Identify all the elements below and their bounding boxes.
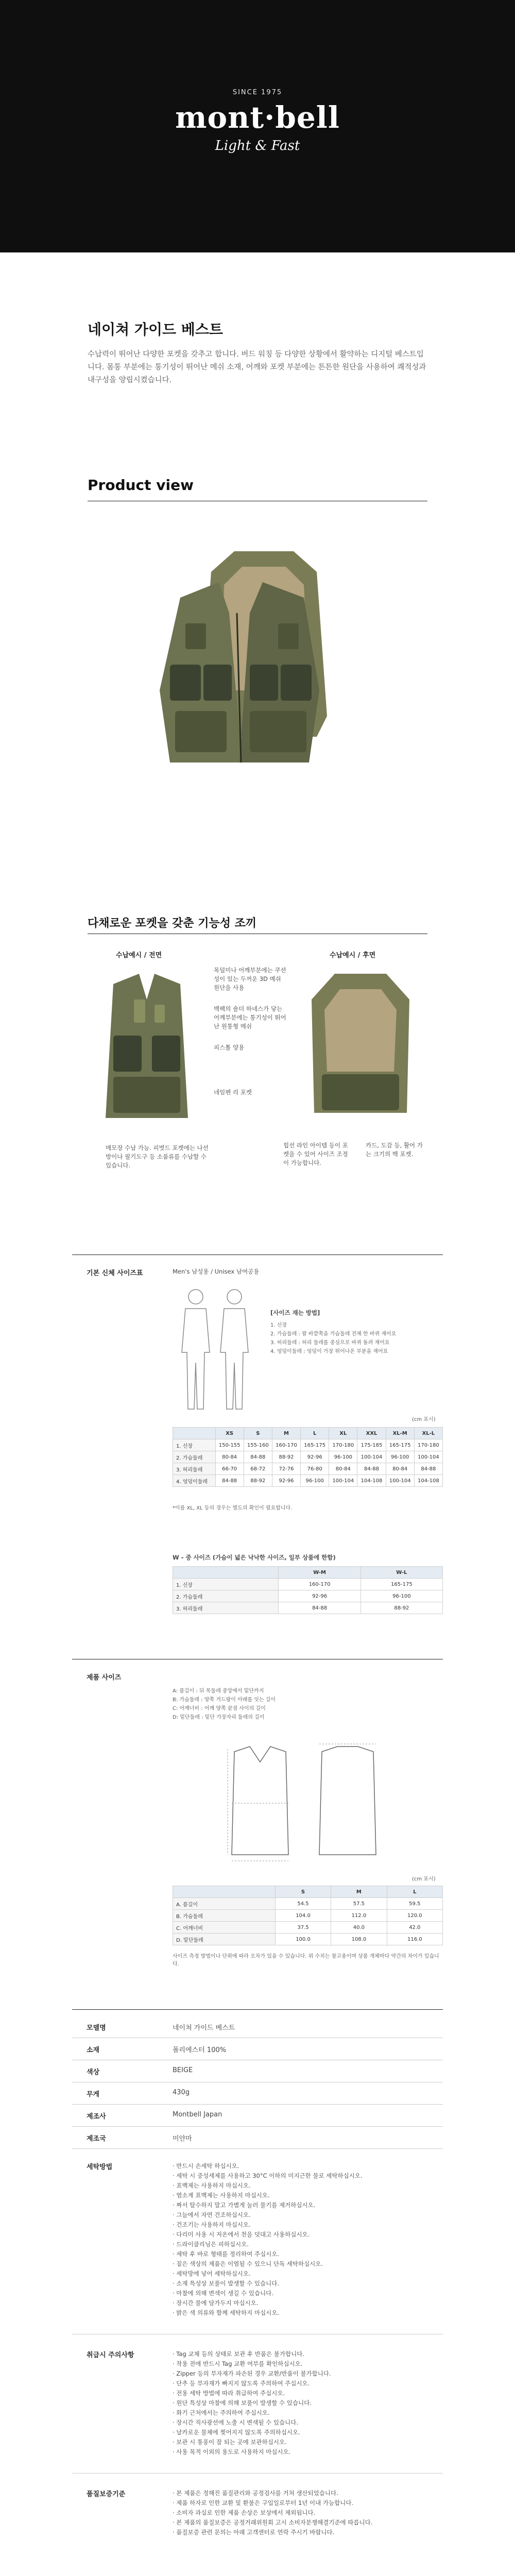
list-item: · 세탁 시 중성세제를 사용하고 30°C 이하의 미지근한 물로 세탁하십시오.: [173, 2172, 363, 2179]
caution-list: [173, 2349, 440, 2457]
table-row: 1. 신장 160-170 165-175: [173, 1579, 443, 1590]
list-item: · 반드시 손세탁 하십시오.: [173, 2162, 239, 2170]
product-title: 네이쳐 가이드 베스트: [88, 321, 223, 338]
list-item: · 세탁망에 넣어 세탁하십시오.: [173, 2270, 251, 2277]
care-list: [173, 2161, 440, 2318]
list-item: · 소재 특성상 보풀이 발생할 수 있습니다.: [173, 2280, 279, 2287]
size-label: 기본 신체 사이즈표: [87, 1269, 143, 1277]
spec-value: 폴리에스터 100%: [173, 2046, 227, 2054]
table-row: 2. 가슴둘레 92-96 96-100: [173, 1590, 443, 1602]
list-item: · 단추 등 부자재가 빠지지 않도록 주의하여 주십시오.: [173, 2380, 310, 2387]
table-row: A. 품길이 54.5 57.5 59.5: [173, 1898, 443, 1910]
list-item: · Tag 교체 등의 상태로 보관 후 반품은 불가합니다.: [173, 2350, 304, 2358]
size-note: *이름 XL, XL 등의 경우는 별도의 확인이 필요합니다.: [173, 1505, 293, 1511]
feature-note-4: 네임펜 리 포켓: [214, 1089, 252, 1096]
how-to-measure-title: [사이즈 재는 방법]: [270, 1309, 320, 1316]
feature-note-back-right: 카드, 도감 등, 활어 가는 크기의 백 포켓.: [366, 1142, 423, 1158]
brand-logo: mont·bell: [175, 100, 340, 135]
spec-value: BEIGE: [173, 2066, 193, 2074]
list-item: · 마찰에 의해 변색이 생길 수 있습니다.: [173, 2290, 273, 2297]
table-row: D. 밑단둘레 100.0 108.0 116.0: [173, 1934, 443, 1945]
list-item: · 본 제품의 품질보증은 공정거래위원회 고시 소비자분쟁해결기준에 따릅니다.: [173, 2519, 373, 2526]
list-item: · Zipper 등의 부자재가 파손된 경우 교환/반품이 불가합니다.: [173, 2370, 331, 2377]
list-item: · 드라이클리닝은 피하십시오.: [173, 2241, 249, 2248]
list-item: · 착용 전에 반드시 Tag 교환 여부를 확인하십시오.: [173, 2360, 303, 2367]
table-row: 4. 엉덩이둘레 84-88 88-92 92-96 96-100 100-104 104-108 100-104 104-108: [173, 1475, 443, 1487]
list-item: · 장시간 직사광선에 노출 시 변색될 수 있습니다.: [173, 2419, 298, 2426]
spec-key: 무게: [87, 2091, 100, 2098]
spec-key: 색상: [87, 2069, 100, 2076]
product-size-label: 제품 사이즈: [87, 1674, 122, 1682]
list-item: · 장시간 물에 담가두지 마십시오.: [173, 2299, 259, 2307]
product-size-table: S M L A. 품길이 54.5 57.5 59.5 B. 가슴둘레 104.0 112.0 120.0 C. 어깨너비 37.5 40.0 42.0 D. 밑단둘레 100.0 108.0 116.0: [173, 1886, 443, 1945]
product-description: 수납력이 뛰어난 다양한 포켓을 갖추고 합니다. 버드 워칭 등 다양한 상황에서 활약하는 디지털 베스트입니다. 몸통 부분에는 통기성이 뛰어난 메쉬 소재, 어깨와 포켓 부분에는 튼튼한 원단을 사용하여 쾌적성과 내구성을 양립시켰습니다.: [88, 350, 426, 384]
list-item: · 표백제는 사용하지 마십시오.: [173, 2182, 251, 2189]
list-item: · 밝은 색 의류와 함께 세탁하지 마십시오.: [173, 2309, 279, 2316]
feature-note-front-bottom: 메모장 수납 가능. 피벗드 포켓에는 나선방이나 필기도구 등 소품류를 수납할 수 있습니다.: [106, 1144, 209, 1169]
list-item: · 품질보증 관련 문의는 아래 고객센터로 연락 주시기 바랍니다.: [173, 2529, 335, 2536]
divider: [72, 2009, 443, 2010]
feature-note-2: 백팩의 숄더 하네스가 닿는 어깨부분에는 통기성이 뛰어난 원통형 메쉬: [214, 1005, 286, 1030]
brand-tagline: Light & Fast: [215, 138, 300, 154]
spec-key: 소재: [87, 2046, 100, 2054]
list-item: · 화기 근처에서는 주의하여 주십시오.: [173, 2409, 270, 2416]
table-row: 3. 허리둘레 84-88 88-92: [173, 1602, 443, 1614]
how-step-2: 2. 가슴둘레 : 팔 바깥쪽을 가슴둘레 전체 한 바퀴 재어요: [270, 1331, 397, 1337]
how-step-1: 1. 신장: [270, 1323, 287, 1328]
feature-back-image: [309, 969, 412, 1123]
care-label: 세탁방법: [87, 2163, 113, 2171]
feature-note-back: 힙선 라인 아이템 등이 포켓을 수 있어 사이즈 조정이 가능합니다.: [283, 1142, 348, 1166]
list-item: · 원단 특성상 마찰에 의해 보풀이 발생할 수 있습니다.: [173, 2399, 312, 2406]
list-item: · 전용 세탁 방법에 따라 취급하여 주십시오.: [173, 2389, 285, 2397]
feature-back-label: 수납예시 / 후면: [330, 952, 376, 959]
list-item: · 본 제품은 정해진 품질관리와 공정검사를 거쳐 생산되었습니다.: [173, 2489, 338, 2497]
product-size-note-c: C: 어깨너비 : 어깨 양쪽 끝점 사이의 길이: [173, 1706, 266, 1711]
body-figure: [173, 1285, 255, 1414]
list-item: · 다리미 사용 시 저온에서 천을 덧대고 사용하십시오.: [173, 2231, 310, 2238]
warranty-list: [173, 2488, 440, 2537]
list-item: · 소비자 과실로 인한 제품 손상은 보상에서 제외됩니다.: [173, 2509, 316, 2516]
list-item: · 사용 목적 이외의 용도로 사용하지 마십시오.: [173, 2448, 291, 2455]
how-step-3: 3. 허리둘레 : 허리 둘레를 중심으로 바퀴 돌려 재어요: [270, 1340, 390, 1346]
product-size-note-a: A: 품길이 : 뒤 목둘레 중앙에서 밑단까지: [173, 1688, 264, 1694]
table-row: 3. 허리둘레 66-70 68-72 72-76 76-80 80-84 84-88 80-84 84-88: [173, 1463, 443, 1475]
size-table-2: W-M W-L 1. 신장 160-170 165-175 2. 가슴둘레 92-96 96-100 3. 허리둘레 84-88 88-92: [173, 1566, 443, 1614]
list-item: · 제품 하자로 인한 교환 및 환불은 구입일로부터 1년 이내 가능합니다.: [173, 2499, 354, 2506]
size-unit: (cm 표시): [412, 1417, 436, 1422]
feature-note-3: 피스톨 양용: [214, 1044, 245, 1051]
product-image: [139, 536, 381, 778]
list-item: · 세탁 후 바로 형태를 정리하여 주십시오.: [173, 2250, 279, 2258]
table-row: B. 가슴둘레 104.0 112.0 120.0: [173, 1910, 443, 1922]
list-item: · 보관 시 통풍이 잘 되는 곳에 보관하십시오.: [173, 2438, 287, 2446]
table-row: 2. 가슴둘레 80-84 84-88 88-92 92-96 96-100 100-104 96-100 100-104: [173, 1451, 443, 1463]
size-table-2-title: W - 중 사이즈 (가슴이 넓은 낙낙한 사이즈, 일부 상품에 한함): [173, 1554, 336, 1561]
caution-label: 취급시 주의사항: [87, 2351, 134, 2359]
product-size-footnote: 사이즈 측정 방법이나 단위에 따라 오차가 있을 수 있습니다. 위 수치는 참고용이며 상품 개체마다 약간의 차이가 있습니다.: [173, 1954, 439, 1967]
list-item: · 그늘에서 자연 건조하십시오.: [173, 2211, 251, 2218]
spec-key: 모델명: [87, 2024, 106, 2032]
list-item: · 짙은 색상의 제품은 이염될 수 있으니 단독 세탁하십시오.: [173, 2260, 323, 2267]
list-item: · 건조기는 사용하지 마십시오.: [173, 2221, 251, 2228]
table-row: 1. 신장 150-155 155-160 160-170 165-175 170-180 175-185 165-175 170-180: [173, 1439, 443, 1451]
section-features: 다채로운 포켓을 갖춘 기능성 조끼: [88, 917, 257, 930]
feature-front-image: [103, 969, 191, 1123]
spec-value: 430g: [173, 2089, 190, 2096]
measure-diagram: [221, 1741, 386, 1870]
spec-key: 제조국: [87, 2135, 106, 2143]
product-size-unit: (cm 표시): [412, 1876, 436, 1882]
spec-key: 제조사: [87, 2113, 106, 2121]
spec-value: Montbell Japan: [173, 2111, 222, 2119]
product-size-note-b: B: 가슴둘레 : 양쪽 겨드랑이 아래를 잇는 길이: [173, 1697, 276, 1703]
spec-value: 네이쳐 가이드 베스트: [173, 2024, 235, 2032]
feature-front-label: 수납예시 / 전면: [116, 952, 162, 959]
product-size-note-d: D: 밑단둘레 : 밑단 가장자리 둘레의 길이: [173, 1715, 265, 1720]
table-row: C. 어깨너비 37.5 40.0 42.0: [173, 1922, 443, 1934]
warranty-label: 품질보증기준: [87, 2490, 126, 2498]
how-step-4: 4. 엉덩이둘레 : 엉덩이 가장 튀어나온 부분을 재어요: [270, 1349, 388, 1354]
list-item: · 날카로운 물체에 찢어지지 않도록 주의하십시오.: [173, 2429, 300, 2436]
brand-hero: [0, 0, 515, 252]
brand-since: SINCE 1975: [232, 89, 283, 96]
spec-value: 미얀마: [173, 2135, 192, 2143]
size-table-1: XS S M L XL XXL XL-M XL-L 1. 신장 150-155 155-160 160-170 165-175 170-180 175-185 165-175 170-180 2. 가슴둘레 80-84 84-88 88-92 92-96 96-100 100-104 96-100 100-104 3. 허리둘레 66-70 68-72 72-76 76-80 80-84 84-88 80-84 84-88 4. 엉덩이둘레 84-88 88-92 92-96 96-100 100-104 104-108 100-104 104-108: [173, 1427, 443, 1487]
size-subtitle: Men's 남성용 / Unisex 남여공용: [173, 1268, 260, 1275]
feature-note-1: 목덜미나 어깨부분에는 쿠션성이 있는 두꺼운 3D 메쉬 원단을 사용: [214, 967, 286, 991]
list-item: · 짜서 탈수하지 말고 가볍게 눌러 물기를 제거하십시오.: [173, 2201, 316, 2209]
section-product-view: Product view: [88, 477, 194, 494]
list-item: · 염소계 표백제는 사용하지 마십시오.: [173, 2192, 270, 2199]
